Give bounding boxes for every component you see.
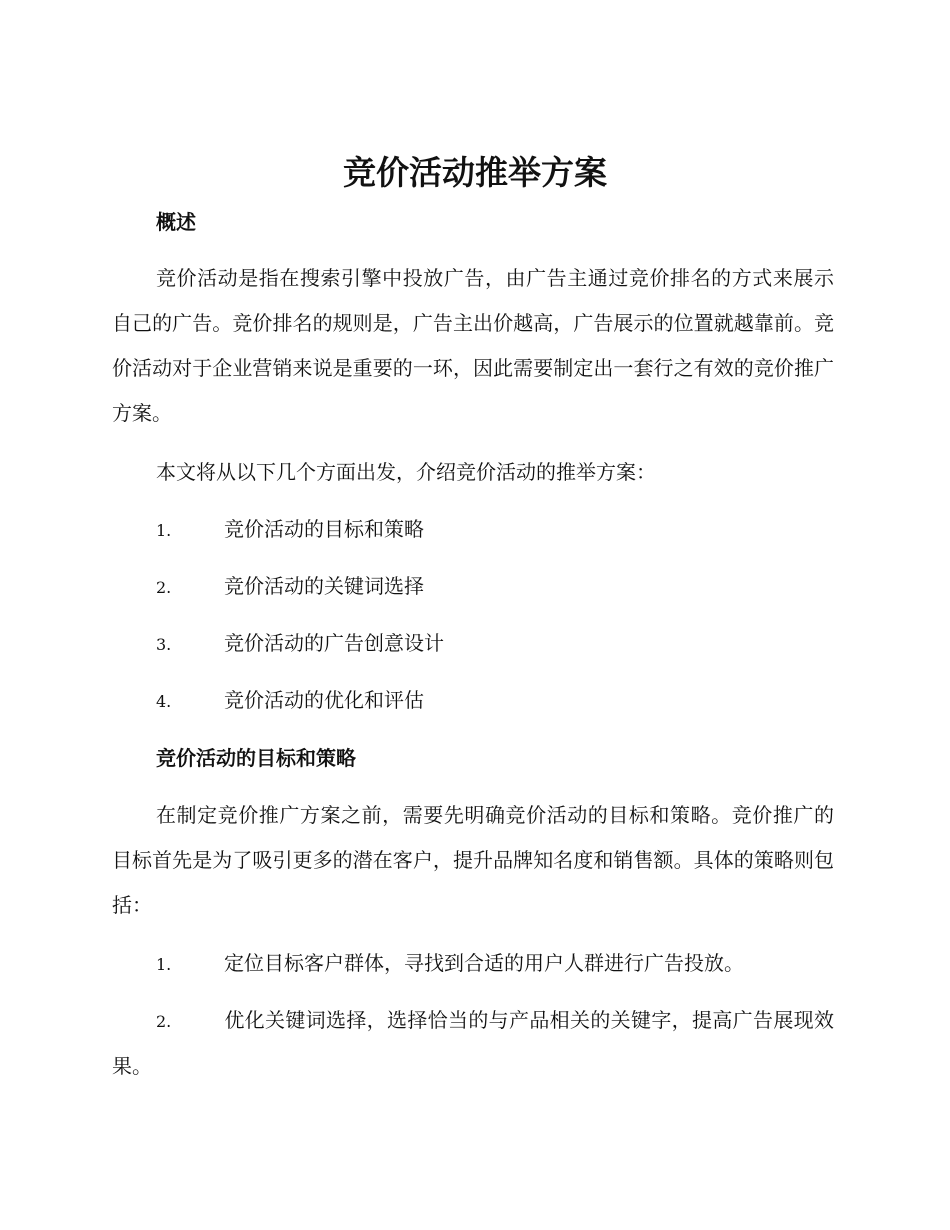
list-item-number: 4. (156, 692, 172, 711)
overview-heading: 概述 (156, 210, 196, 234)
list-item-text: 竞价活动的目标和策略 (224, 517, 424, 541)
list-item-text: 定位目标客户群体，寻找到合适的用户人群进行广告投放。 (224, 951, 744, 975)
list-item-text: 竞价活动的优化和评估 (224, 688, 424, 712)
list-item (156, 629, 834, 659)
overview-paragraph: 竞价活动是指在搜索引擎中投放广告，由广告主通过竞价排名的方式来展示自己的广告。竞价排名的规则是，广告主出价越高，广告展示的位置就越靠前。竞价活动对于企业营销来说是重要的一环，因此需要制定出一套行之有效的竞价推广方案。 (112, 266, 834, 425)
list-item (156, 572, 834, 602)
section-heading: 竞价活动的目标和策略 (156, 746, 356, 770)
list-item-number: 3. (156, 635, 172, 654)
section-paragraph: 在制定竞价推广方案之前，需要先明确竞价活动的目标和策略。竞价推广的目标首先是为了吸引更多的潜在客户，提升品牌知名度和销售额。具体的策略则包括： (112, 803, 834, 917)
document-title: 竞价活动推举方案 (343, 153, 607, 192)
list-item-number: 2. (156, 1012, 172, 1031)
list-item-number: 1. (156, 521, 172, 540)
list-item-text: 竞价活动的广告创意设计 (224, 631, 444, 655)
list-item-text: 竞价活动的关键词选择 (224, 574, 424, 598)
list-item (112, 998, 834, 1089)
list-item (156, 686, 834, 716)
list-item-number: 1. (156, 955, 172, 974)
list-item-number: 2. (156, 578, 172, 597)
list-item-text: 优化关键词选择，选择恰当的与产品相关的关键字，提高广告展现效果。 (112, 1008, 834, 1078)
intro-paragraph: 本文将从以下几个方面出发，介绍竞价活动的推举方案： (156, 460, 656, 484)
list-item (156, 515, 834, 545)
list-item (156, 949, 834, 979)
